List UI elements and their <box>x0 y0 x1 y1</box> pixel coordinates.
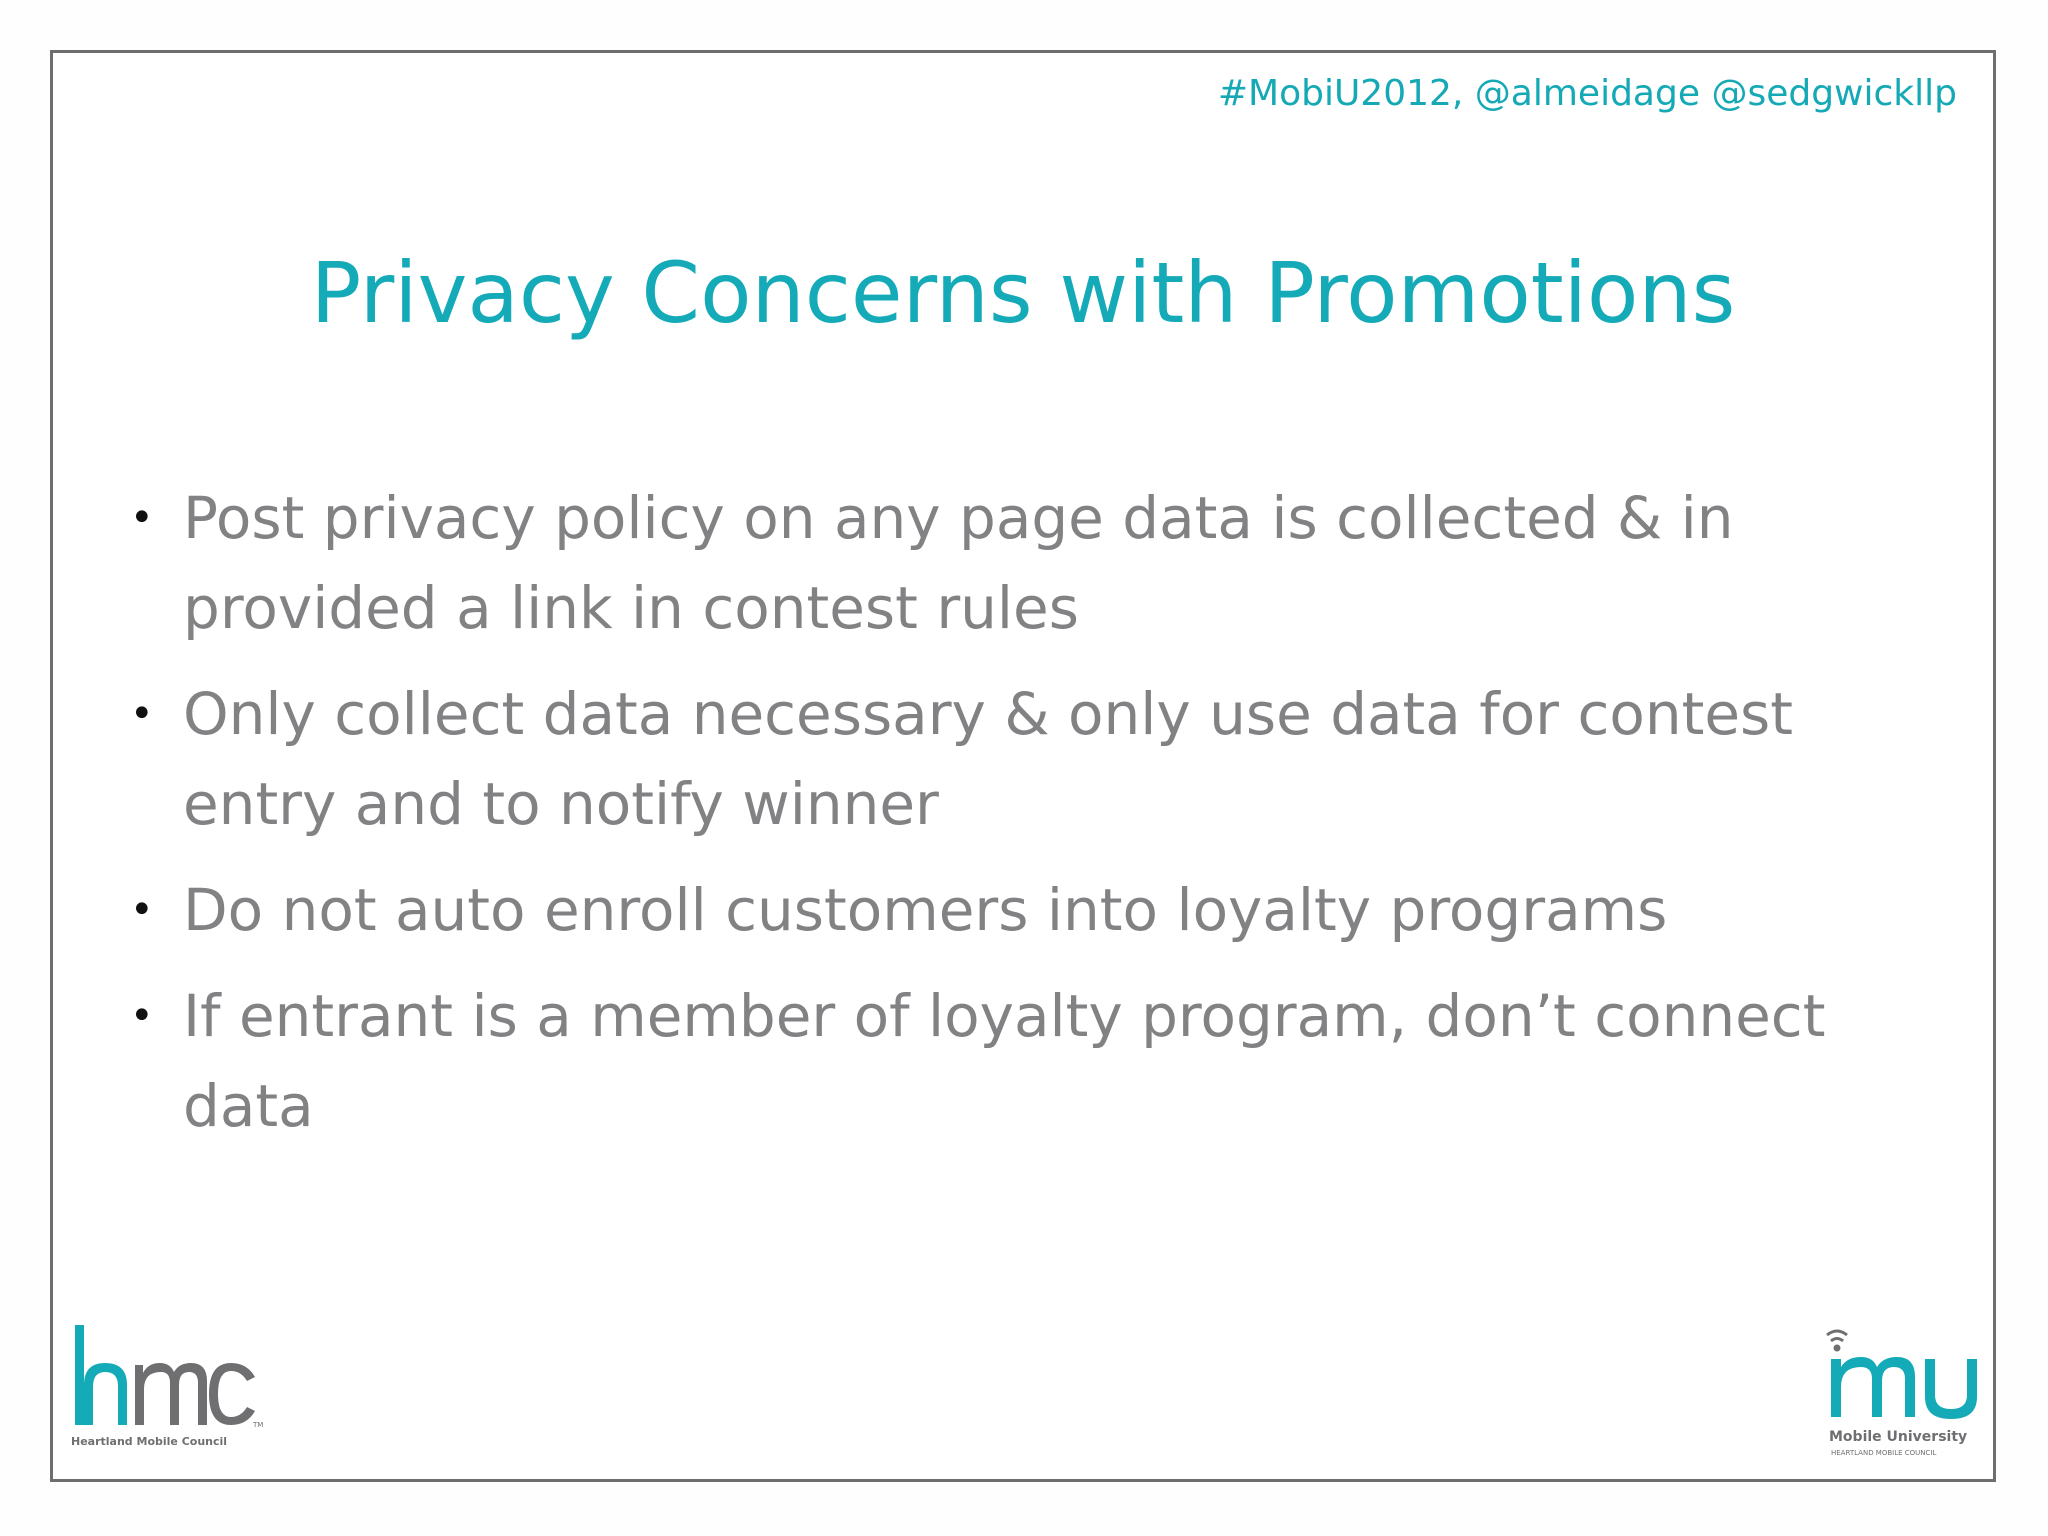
bullet-item <box>130 865 1943 955</box>
hashtag-header: #MobiU2012, @almeidage @sedgwickllp <box>1217 73 1957 114</box>
bullet-dot: • <box>130 993 154 1039</box>
bullet-text: If entrant is a member of loyalty program, don’t connect data <box>183 982 1826 1140</box>
bullet-item <box>130 473 1943 653</box>
mu-logo-caption: Mobile University <box>1829 1429 1968 1445</box>
bullet-text: Post privacy policy on any page data is collected & in provided a link in contest rules <box>183 484 1734 642</box>
bullet-list <box>130 473 1943 1167</box>
mu-logo-subcaption: HEARTLAND MOBILE COUNCIL <box>1831 1449 1937 1457</box>
bullet-text: Do not auto enroll customers into loyalty programs <box>183 876 1668 944</box>
bullet-dot: • <box>130 691 154 737</box>
hmc-logo-icon <box>63 1315 263 1465</box>
svg-text:TM: TM <box>253 1421 263 1429</box>
bullet-dot: • <box>130 887 154 933</box>
hmc-logo <box>63 1315 263 1465</box>
hmc-logo-caption: Heartland Mobile Council <box>71 1435 228 1448</box>
bullet-text: Only collect data necessary & only use data for contest entry and to notify winner <box>183 680 1793 838</box>
slide-title: Privacy Concerns with Promotions <box>310 244 1736 342</box>
bullet-dot: • <box>130 495 154 541</box>
mu-logo-icon <box>1813 1319 1983 1469</box>
mu-logo <box>1813 1319 1983 1469</box>
bullet-item <box>130 669 1943 849</box>
slide <box>50 50 1996 1482</box>
bullet-item <box>130 971 1943 1151</box>
